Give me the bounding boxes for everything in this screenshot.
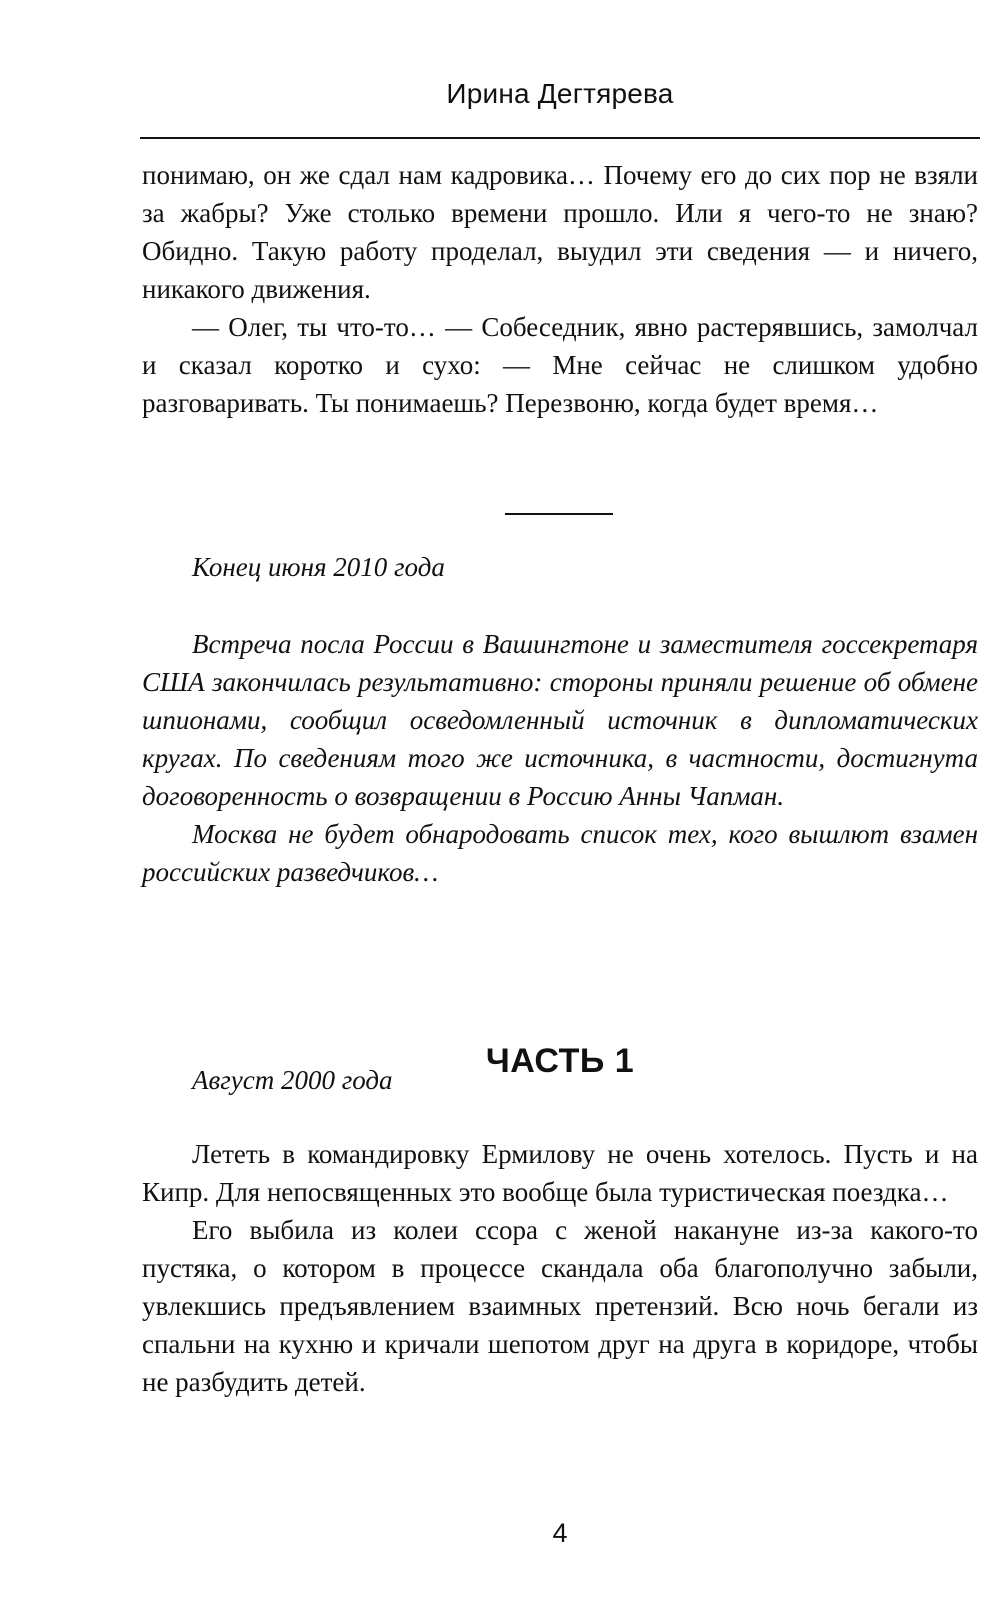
- text-block-chapter-start: [142, 1135, 978, 1401]
- running-head-author: Ирина Дегтярева: [446, 78, 674, 109]
- section-divider: [505, 513, 613, 515]
- dateline-june-2010: Конец июня 2010 года: [192, 552, 445, 582]
- page-number: 4: [552, 1518, 568, 1548]
- paragraph-dialogue: — Олег, ты что-то… — Собеседник, явно растерявшись, замолчал и сказал коротко и сухо: — Мне сейчас не слишком удобно разговаривать. Ты понимаешь? Перезвоню, когда будет время…: [142, 312, 978, 418]
- paragraph-chapter-1: Лететь в командировку Ермилову не очень хотелось. Пусть и на Кипр. Для непосвященных это вообще была туристическая поездка…: [142, 1139, 978, 1207]
- paragraph-news-2: Москва не будет обнародовать список тех, кого вышлют взамен российских разведчиков…: [142, 819, 978, 887]
- paragraph-chapter-2: Его выбила из колеи ссора с женой накануне из-за какого-то пустяка, о котором в процессе скандала оба благополучно забыли, увлекшись предъявлением взаимных претензий. Всю ночь бегали из спальни на кухню и кричали шепотом друг на друга в коридоре, чтобы не разбудить детей.: [142, 1215, 978, 1397]
- text-block-news-report: [142, 625, 978, 891]
- header-rule: [140, 137, 980, 139]
- text-block-dialogue: [142, 156, 978, 422]
- part-heading: ЧАСТЬ 1: [485, 1042, 635, 1080]
- paragraph-continuation: понимаю, он же сдал нам кадровика… Почему его до сих пор не взяли за жабры? Уже столько времени прошло. Или я чего-то не знаю? Обидно. Такую работу проделал, выудил эти сведения — и ничего, никакого движения.: [142, 160, 978, 304]
- paragraph-news-1: Встреча посла России в Вашингтоне и заместителя госсекретаря США закончилась результативно: стороны приняли решение об обмене шпионами, сообщил осведомленный источник в дипломатических кругах. По сведениям того же источника, в частности, достигнута договоренность о возвращении в Россию Анны Чапман.: [142, 629, 978, 811]
- dateline-august-2000: Август 2000 года: [192, 1065, 393, 1095]
